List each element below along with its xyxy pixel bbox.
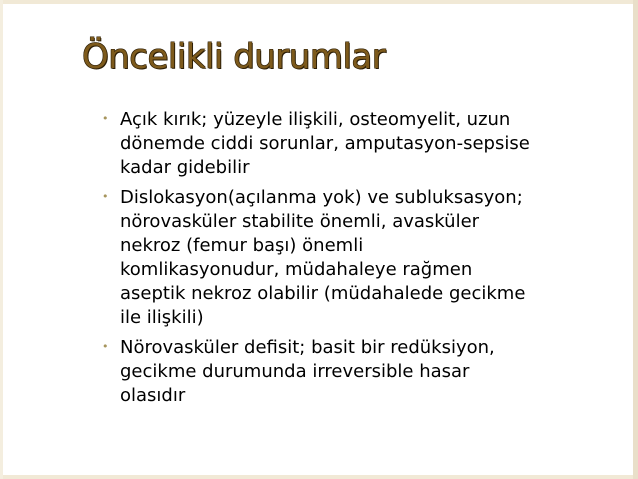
slide-title: Öncelikli durumlar — [82, 37, 386, 77]
bullet-item — [102, 186, 618, 330]
frame-top — [0, 0, 638, 4]
frame-left — [0, 0, 3, 479]
bullet-item — [102, 336, 618, 408]
bullet-text: Nörovasküler defisit; basit bir redüksiyon, gecikme durumunda irreversible hasar olasıdır — [120, 337, 495, 406]
frame-right — [633, 0, 638, 479]
bullet-marker-icon: • — [102, 112, 109, 125]
bullet-item — [102, 108, 618, 180]
bullet-list — [102, 108, 618, 414]
bullet-marker-icon: • — [102, 190, 109, 203]
frame-bottom — [0, 475, 638, 479]
bullet-text: Dislokasyon(açılanma yok) ve subluksasyon; nörovasküler stabilite önemli, avasküler nekroz (femur başı) önemli komlikasyonudur, müdahaleye rağmen aseptik nekroz olabilir (müdahalede gecikme ile ilişkili) — [120, 187, 526, 328]
bullet-marker-icon: • — [102, 340, 109, 353]
bullet-text: Açık kırık; yüzeyle ilişkili, osteomyelit, uzun dönemde ciddi sorunlar, amputasyon-sepsise kadar gidebilir — [120, 109, 530, 178]
